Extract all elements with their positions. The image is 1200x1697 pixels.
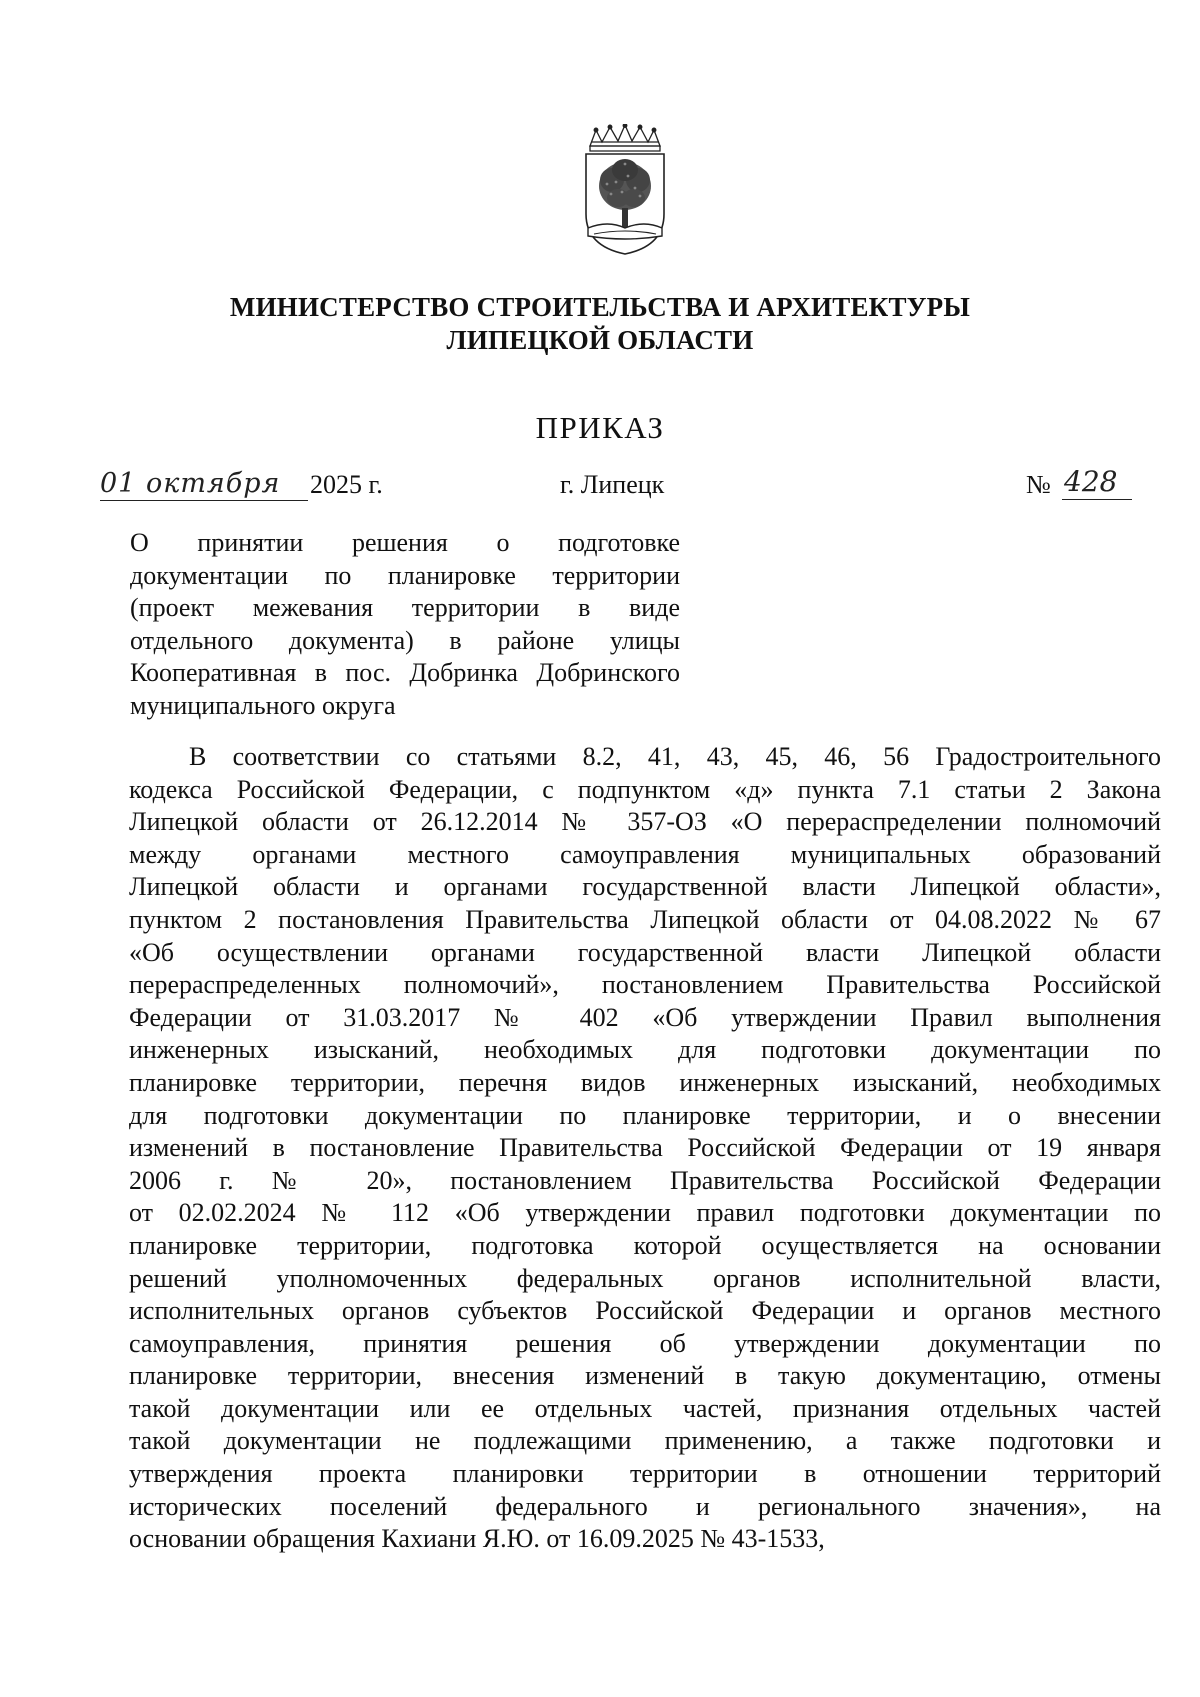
body-line: такой документации или ее отдельных частей, признания отдельных частей [129, 1393, 1161, 1423]
subject-line: Кооперативная в пос. Добринка Добринского [130, 658, 680, 687]
document-type: ПРИКАЗ [535, 410, 665, 445]
body-paragraph [129, 741, 1161, 1556]
body-line: Федерации от 31.03.2017 № 402 «Об утверждении Правил выполнения [129, 1002, 1161, 1032]
document-year: 2025 г. [310, 470, 383, 499]
body-line: планировке территории, внесения изменений в такую документацию, отмены [129, 1361, 1161, 1391]
body-line: Липецкой области и органами государственной власти Липецкой области», [129, 872, 1161, 902]
body-line: такой документации не подлежащими применению, а также подготовки и [129, 1426, 1161, 1456]
body-line: между органами местного самоуправления муниципальных образований [129, 839, 1161, 869]
subject-line: муниципального округа [130, 690, 396, 720]
ministry-name-line2: ЛИПЕЦКОЙ ОБЛАСТИ [446, 325, 754, 355]
body-line: от 02.02.2024 № 112 «Об утверждении правил подготовки документации по [129, 1198, 1161, 1228]
body-line: «Об осуществлении органами государственной власти Липецкой области [129, 937, 1161, 967]
body-line: исполнительных органов субъектов Российской Федерации и органов местного [129, 1296, 1161, 1326]
subject-line: отдельного документа) в районе улицы [130, 625, 680, 655]
body-line: самоуправления, принятия решения об утверждении документации по [129, 1328, 1161, 1358]
coat-of-arms-icon [578, 124, 672, 256]
handwritten-date: 01 октября [100, 468, 281, 499]
body-line: планировке территории, подготовка которой осуществляется на основании [129, 1230, 1161, 1260]
handwritten-number: 428 [1064, 465, 1118, 498]
body-line: пунктом 2 постановления Правительства Липецкой области от 04.08.2022 № 67 [129, 904, 1161, 934]
body-line: перераспределенных полномочий», постановлением Правительства Российской [129, 970, 1161, 1000]
body-line: В соответствии со статьями 8.2, 41, 43, 45, 46, 56 Градостроительного [189, 742, 1161, 771]
subject-line: (проект межевания территории в виде [130, 593, 680, 622]
body-line: утверждения проекта планировки территории в отношении территорий [129, 1459, 1161, 1489]
body-line: инженерных изысканий, необходимых для подготовки документации по [129, 1035, 1161, 1065]
body-line: решений уполномоченных федеральных органов исполнительной власти, [129, 1263, 1161, 1293]
subject-line: О принятии решения о подготовке [130, 528, 680, 557]
number-underline [1062, 499, 1132, 500]
body-line: изменений в постановление Правительства Российской Федерации от 19 января [129, 1133, 1161, 1163]
body-line: для подготовки документации по планировке территории, и о внесении [129, 1100, 1161, 1130]
subject-line: документации по планировке территории [130, 560, 680, 590]
body-line: планировке территории, перечня видов инженерных изысканий, необходимых [129, 1067, 1161, 1097]
number-sign: № [1026, 470, 1051, 499]
body-line: 2006 г. № 20», постановлением Правительства Российской Федерации [129, 1165, 1161, 1195]
document-city: г. Липецк [560, 470, 665, 499]
body-line: Липецкой области от 26.12.2014 № 357-ОЗ «О перераспределении полномочий [129, 807, 1161, 837]
document-subject [130, 527, 680, 722]
ministry-name-line1: МИНИСТЕРСТВО СТРОИТЕЛЬСТВА И АРХИТЕКТУРЫ [229, 292, 971, 322]
body-line: кодекса Российской Федерации, с подпунктом «д» пункта 7.1 статьи 2 Закона [129, 774, 1161, 804]
body-line: исторических поселений федерального и регионального значения», на [129, 1491, 1161, 1521]
date-underline [100, 500, 308, 501]
body-line: основании обращения Кахиани Я.Ю. от 16.09.2025 № 43-1533, [129, 1524, 825, 1554]
